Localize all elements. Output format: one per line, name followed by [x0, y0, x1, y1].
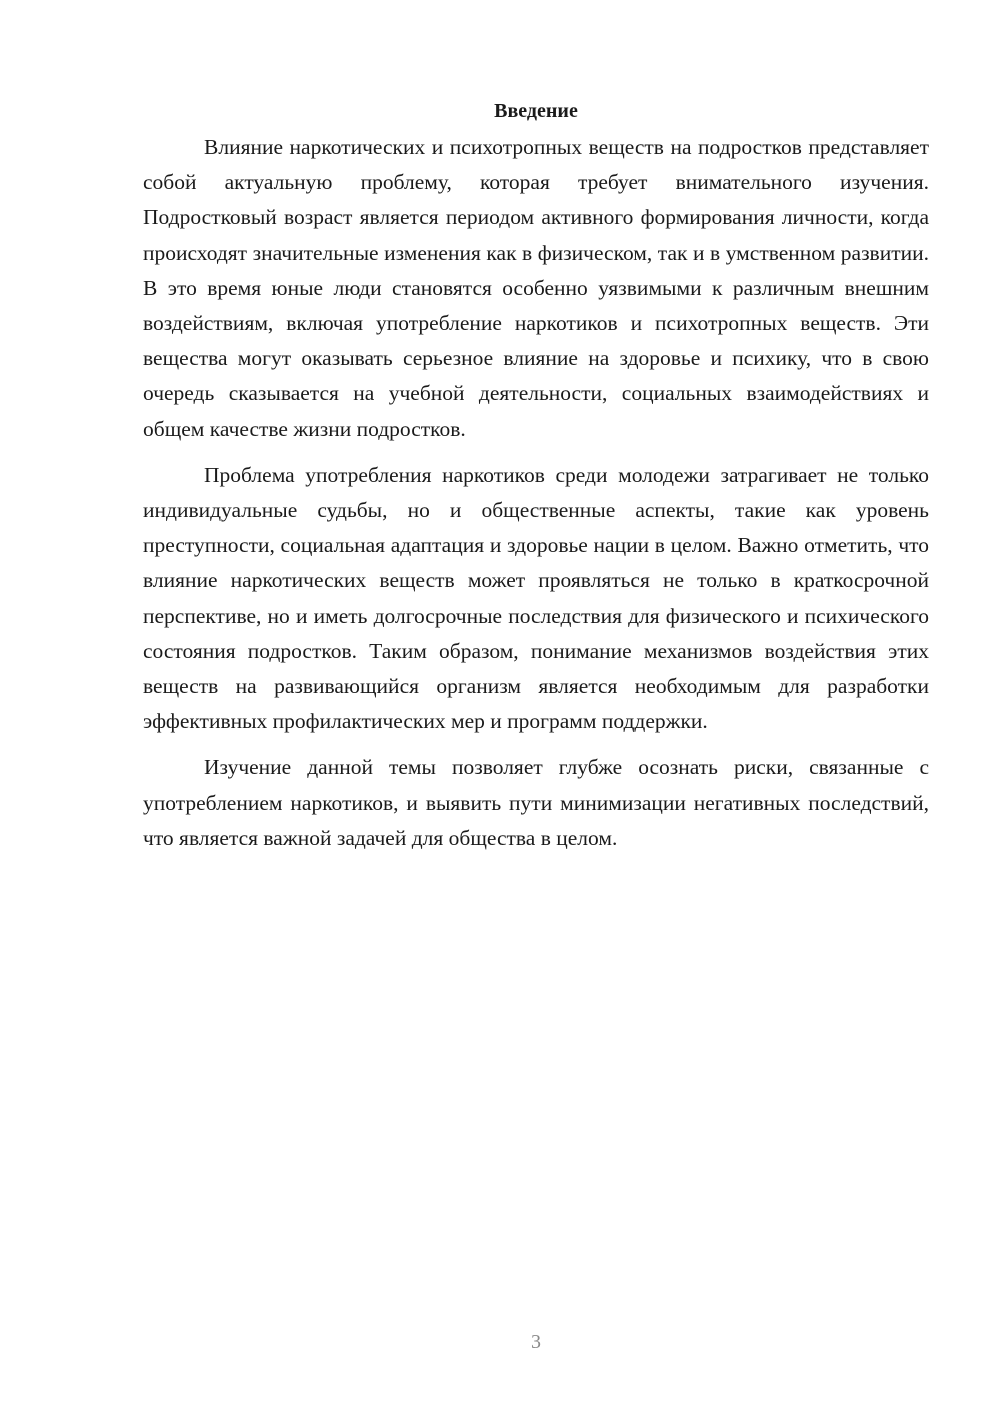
page-number: 3: [531, 1331, 541, 1353]
paragraph-3: Изучение данной темы позволяет глубже осознать риски, связанные с употреблением наркотиков, и выявить пути минимизации негативных последствий, что является важной задачей для общества в целом.: [143, 755, 929, 850]
section-heading: Введение: [494, 100, 578, 122]
paragraph-2: Проблема употребления наркотиков среди молодежи затрагивает не только индивидуальные судьбы, но и общественные аспекты, такие как уровень преступности, социальная адаптация и здоровье нации в целом. Важно отметить, что влияние наркотических веществ может проявляться не только в краткосрочной перспективе, но и иметь долгосрочные последствия для физического и психического состояния подростков. Таким образом, понимание механизмов воздействия этих веществ на развивающийся организм является необходимым для разработки эффективных профилактических мер и программ поддержки.: [143, 462, 929, 734]
paragraph-1: Влияние наркотических и психотропных веществ на подростков представляет собой актуальную проблему, которая требует внимательного изучения. Подростковый возраст является периодом активного формирования личности, когда происходят значительные изменения как в физическом, так и в умственном развитии. В это время юные люди становятся особенно уязвимыми к различным внешним воздействиям, включая употребление наркотиков и психотропных веществ. Эти вещества могут оказывать серьезное влияние на здоровье и психику, что в свою очередь сказывается на учебной деятельности, социальных взаимодействиях и общем качестве жизни подростков.: [143, 135, 929, 441]
page-content: [143, 94, 929, 867]
